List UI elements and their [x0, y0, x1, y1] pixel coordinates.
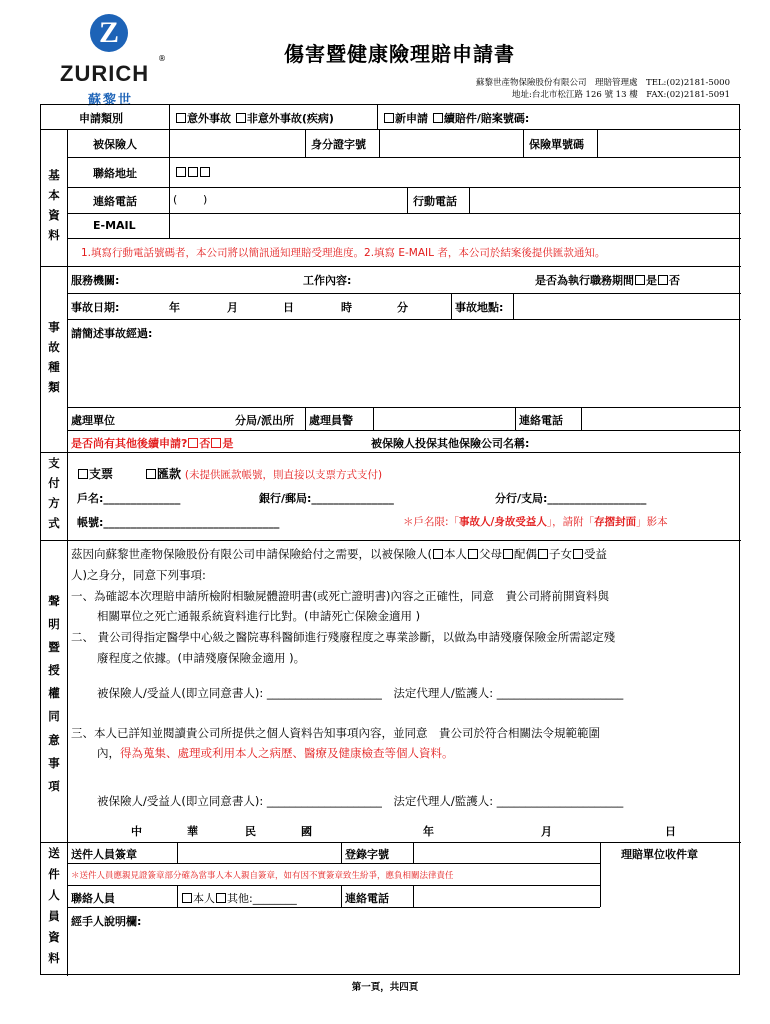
other-claim-question: 是否尚有其他後續申請? 否 是: [71, 437, 234, 450]
address-label: 聯絡地址: [93, 167, 137, 180]
registration-number-label: 登錄字號: [345, 848, 389, 861]
illness-checkbox[interactable]: [236, 113, 246, 123]
document-title: 傷害暨健康險理賠申請書: [284, 42, 515, 66]
sender-signature-label: 送件人員簽章: [71, 848, 137, 861]
date-day-unit: 日: [283, 301, 294, 314]
bank-branch-field[interactable]: 分行/支局:__________________: [495, 492, 647, 505]
contact-other-checkbox[interactable]: [216, 893, 226, 903]
company-contact-line2: 地址:台北市松江路 126 號 13 樓 FAX:(02)2181-5091: [511, 90, 730, 100]
new-application-checkbox[interactable]: [384, 113, 394, 123]
phone-label: 連絡電話: [93, 195, 137, 208]
declaration-item2-line2: 廢程度之依據。(申請殘廢保險金適用 )。: [97, 651, 306, 665]
sign-date-year: 年: [423, 825, 434, 838]
phone-area-open: (: [173, 193, 178, 206]
accident-place-label: 事故地點:: [455, 301, 504, 314]
apply-status-options: [383, 110, 529, 126]
date-min: 民: [245, 825, 256, 838]
basic-info-section-label: 基 本 資 料: [48, 168, 60, 243]
police-branch-label: 分局/派出所: [235, 414, 295, 427]
other-claim-yes-checkbox[interactable]: [211, 438, 221, 448]
remit-option: 匯款 (未提供匯款帳號，則直接以支票方式支付): [145, 465, 382, 482]
handler-phone-label: 連絡電話: [519, 414, 563, 427]
zurich-emblem-icon: Z: [90, 14, 128, 52]
declaration-item3-line2: 內，得為蒐集、處理或利用本人之病歷、醫療及健康檢查等個人資料。: [97, 746, 454, 760]
on-duty-no-checkbox[interactable]: [658, 275, 668, 285]
handling-unit-label: 處理單位: [71, 414, 115, 427]
date-minute-unit: 分: [397, 301, 408, 314]
id-number-label: 身分證字號: [311, 138, 366, 151]
account-name-limit-note: ＊戶名限:「事故人/身故受益人」，請附「存摺封面」影本: [403, 516, 668, 528]
declaration-intro-line1: 茲因向蘇黎世產物保險股份有限公司申請保險給付之需要，以被保險人( 本人 父母 配偶 子女 受益: [71, 547, 607, 561]
other-claim-no-checkbox[interactable]: [188, 438, 198, 448]
phone-area-close: ): [203, 193, 208, 206]
policy-number-label: 保險單號碼: [529, 138, 584, 151]
logo-chinese-name: 蘇黎世: [88, 93, 134, 108]
sender-warning: ＊送件人員應親見證簽章部分確為當事人本人親自簽章，如有因不實簽章致生紛爭，應負相關法律責任: [71, 871, 454, 881]
check-option: 支票: [77, 465, 113, 482]
mobile-label: 行動電話: [413, 195, 457, 208]
remit-checkbox[interactable]: [146, 469, 156, 479]
insured-label: 被保險人: [93, 138, 137, 151]
signature-line-1[interactable]: 被保險人/受益人(即立同意書人): ____________________ 法定代理人/監護人: ______________________: [97, 686, 624, 700]
account-number-field[interactable]: 帳號:________________________________: [77, 516, 280, 529]
check-checkbox[interactable]: [78, 469, 88, 479]
contact-notice: 1.填寫行動電話號碼者，本公司將以簡訊通知理賠受理進度。2.填寫 E-MAIL 者，本公司於結案後提供匯款通知。: [81, 247, 606, 259]
illness-option-label: 非意外事故(疾病): [246, 112, 334, 125]
apply-type-options: [175, 110, 334, 126]
accident-checkbox[interactable]: [176, 113, 186, 123]
continue-claim-checkbox[interactable]: [433, 113, 443, 123]
company-contact-line1: 蘇黎世產物保險股份有限公司 理賠管理處 TEL:(02)2181-5000: [476, 78, 730, 88]
page-number: 第一頁，共四頁: [351, 982, 419, 993]
apply-type-label: 申請類別: [79, 112, 123, 125]
declaration-item1-line1: 一、為確認本次理賠申請所檢附相驗屍體證明書(或死亡證明書)內容之正確性，同意 貴公司將前開資料與: [71, 589, 609, 603]
agent-note-label: 經手人說明欄:: [71, 915, 142, 928]
continue-claim-label: 續賠件/賠案號碼:: [443, 112, 530, 125]
date-month-unit: 月: [227, 301, 238, 314]
sign-date-month: 月: [541, 825, 552, 838]
date-guo: 國: [301, 825, 312, 838]
account-name-field[interactable]: 戶名:______________: [77, 492, 181, 505]
accident-option-label: 意外事故: [187, 112, 231, 125]
payment-section-label: 支 付 方 式: [48, 456, 60, 531]
logo-brand-name: ZURICH: [60, 61, 150, 86]
employer-label: 服務機關:: [71, 274, 120, 287]
new-application-label: 新申請: [395, 112, 428, 125]
postal-code-boxes[interactable]: [175, 166, 211, 179]
signature-line-2[interactable]: 被保險人/受益人(即立同意書人): ____________________ 法定代理人/監護人: ______________________: [97, 794, 624, 808]
on-duty-question: 是否為執行職務期間 是 否: [535, 274, 680, 287]
date-year-unit: 年: [169, 301, 180, 314]
officer-label: 處理員警: [309, 414, 353, 427]
declaration-item2-line1: 二、 貴公司得指定醫學中心級之醫院專科醫師進行殘廢程度之專業診斷，以做為申請殘廢保險金所需認定殘: [71, 630, 616, 644]
other-insurer-label: 被保險人投保其他保險公司名稱:: [371, 437, 530, 450]
contact-person-options: 本人 其他:________: [181, 890, 297, 906]
contact-self-checkbox[interactable]: [182, 893, 192, 903]
declaration-item3-line1: 三、本人已詳知並閱讀貴公司所提供之個人資料告知事項內容，並同意 貴公司於符合相關法令規範範圍: [71, 726, 600, 740]
on-duty-yes-checkbox[interactable]: [635, 275, 645, 285]
declaration-intro-line2: 人)之身分，同意下列事項:: [71, 568, 206, 582]
accident-date-label: 事故日期:: [71, 301, 120, 314]
bank-field[interactable]: 銀行/郵局:_______________: [259, 492, 394, 505]
claim-form: [40, 104, 740, 975]
declaration-item1-line2: 相關單位之死亡通報系統資料進行比對。(申請死亡保險金適用 ): [97, 609, 421, 623]
accident-section-label: 事 故 種 類: [48, 320, 60, 395]
receiver-stamp-label: 理賠單位收件章: [621, 848, 698, 861]
registered-mark: ®: [158, 54, 166, 63]
date-zhong: 中: [131, 825, 142, 838]
sender-section-label: 送 件 人 員 資 料: [48, 846, 60, 966]
accident-description-label: 請簡述事故經過:: [71, 327, 153, 340]
sign-date-day: 日: [665, 825, 676, 838]
job-content-label: 工作內容:: [303, 274, 352, 287]
contact-person-label: 聯絡人員: [71, 892, 115, 905]
email-label: E-MAIL: [93, 219, 136, 232]
date-hour-unit: 時: [341, 301, 352, 314]
declaration-section-label: 聲 明 暨 授 權 同 意 事 項: [48, 594, 60, 793]
date-hua: 華: [187, 825, 198, 838]
sender-phone-label: 連絡電話: [345, 892, 389, 905]
